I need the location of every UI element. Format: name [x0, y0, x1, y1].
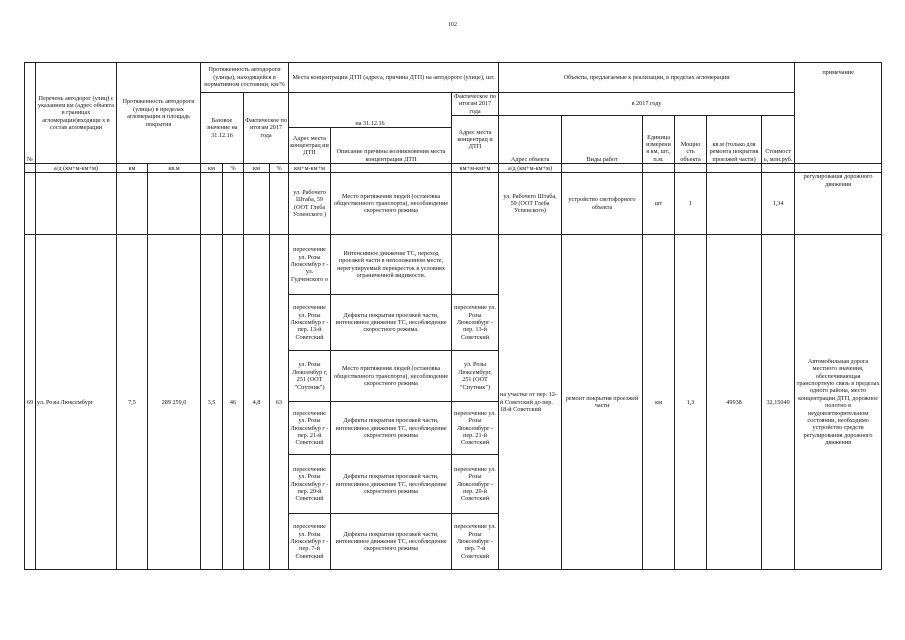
dtp-address-actual [452, 235, 499, 295]
dtp-address: ул. Рабочего Штаба, 59 (ООТ Глеба Успенского ) [289, 173, 331, 235]
row-number: 69 [25, 235, 36, 570]
header-dtp-actual: Фактическое по итогам 2017 года [452, 93, 499, 116]
work-type: ремонт покрытия проезжей части [562, 235, 643, 570]
dtp-reason: Место притяжения людей (остановка общественного транспорта), несоблюдение скоростного режима [331, 351, 452, 402]
header-dtp-addr2: Адрес места концентрац и ДТП [452, 116, 499, 164]
header-year-2017: в 2017 году [499, 93, 795, 116]
dtp-reason: Дефекты покрытия проезжей части, интенсивное движение ТС, несоблюдение скоростного режима. [331, 295, 452, 351]
header-dtp-31: на 31.12.16 [289, 93, 452, 128]
cost: 1,34 [762, 173, 795, 235]
units-cell: км+м-км+м [452, 164, 499, 173]
dtp-reason: Место притяжения людей (остановка общественного транспорта), несоблюдение скоростного режима [331, 173, 452, 235]
header-unit: Единица измерени я км, шт., п.м. [643, 116, 675, 164]
units-cell: км [244, 164, 270, 173]
header-road-list: Перечень автодорог (улиц) с указанием км (адрес объекта в границах агломерации)входящи х в состав агломерации [36, 63, 117, 164]
header-dtp-addr: Адрес места концентрац ии ДТП [289, 128, 331, 164]
units-cell: км [201, 164, 223, 173]
units-cell: км+м-км+м [289, 164, 331, 173]
header-work-type: Виды работ [562, 116, 643, 164]
dtp-reason: Дефекты покрытия проезжей части, интенсивное движение ТС, несоблюдение скоростного режима [331, 455, 452, 514]
note: регулирования дорожного движения [795, 173, 882, 235]
header-sqm: кв.м (только для ремонта покрытия проезжей части) [707, 116, 762, 164]
sqm: 49938 [707, 235, 762, 570]
dtp-address: пересечение ул. Розы Люксембур г - ул. Гудченского о [289, 235, 331, 295]
base-km: 3,5 [201, 235, 223, 570]
dtp-address: пересечение ул. Розы Люксембур г - пер. 7-й Советский [289, 514, 331, 570]
dtp-address: пересечение ул. Розы Люксембур г - пер. 13-й Советский [289, 295, 331, 351]
dtp-reason: Интенсивное движение ТС, переход проезжей части в неположенном месте, нерегулируемый перекресток в условиях ограниченной видимости. [331, 235, 452, 295]
units-cell [331, 164, 452, 173]
header-objects: Объекты, предлагаемые к реализации, в пределах агломерации [499, 63, 795, 93]
dtp-reason: Дефекты покрытия проезжей части, интенсивное движение ТС, несоблюдение скоростного режима [331, 402, 452, 455]
units-cell: а/д (км+м-км+м) [36, 164, 117, 173]
units-cell: км [117, 164, 148, 173]
header-cost: Стоимост ь, млн.руб. [762, 116, 795, 164]
dtp-address-actual: пересечение ул. Розы Люксембург - пер. 13-й Советский [452, 295, 499, 351]
work-type: устройство светофорного объекта [562, 173, 643, 235]
header-base-value: Базовое значение на 31.12.16 [201, 93, 244, 164]
cost: 32,15049 [762, 235, 795, 570]
actual-km: 4,8 [244, 235, 270, 570]
object-address: на участке от пер. 12-й Советский до пер. 18-й Советский [499, 235, 562, 570]
road-area: 289 259,0 [148, 235, 201, 570]
header-note: примечание [795, 63, 882, 164]
dtp-address-actual: пересечение ул. Розы Люксембург - пер. 7-й Советский [452, 514, 499, 570]
report-table [24, 62, 882, 570]
base-pct: 46 [223, 235, 244, 570]
road-name: ул. Розы Люксембург [36, 235, 117, 570]
header-dtp: Места концентрации ДТП (адреса, причина ДТП) на автодороге (улице), шт. [289, 63, 499, 93]
actual-pct: 63 [270, 235, 289, 570]
units-cell: кв.м [148, 164, 201, 173]
dtp-address: ул. Розы Люксембур г, 251 (ООТ "Спутник") [289, 351, 331, 402]
units-cell: % [270, 164, 289, 173]
header-obj-address: Адрес объекта [499, 116, 562, 164]
header-normative: Протяженность автодороги (улицы), находящейся в нормативном состоянии, км/% [201, 63, 289, 93]
note: Автомобильная дорога местного значения, обеспечивающая транспортную связь в пределах одного района, место концентрации ДТП, дорожное полотно в неудовлетворительном состоянии, необходимо устройство средств регулирования дорожного движения [795, 235, 882, 570]
dtp-address: пересечение ул. Розы Люксембур г - пер. 21-й Советский [289, 402, 331, 455]
dtp-address-actual: пересечение ул. Розы Люксембург - пер. 20-й Советский [452, 455, 499, 514]
header-power: Мощно сть объекта [675, 116, 707, 164]
units-cell: а/д (км+м-км+м) [499, 164, 562, 173]
units-cell: % [223, 164, 244, 173]
header-dtp-reason: Описание причины возникновения места концентрации ДТП [331, 128, 452, 164]
power: 1 [675, 173, 707, 235]
object-address: ул. Рабочего Штаба, 59 (ООТ Глеба Успенского) [499, 173, 562, 235]
dtp-reason: Дефекты покрытия проезжей части, интенсивное движение ТС, несоблюдение скоростного режима [331, 514, 452, 570]
page-number: 102 [448, 22, 457, 28]
road-length: 7,5 [117, 235, 148, 570]
unit: шт [643, 173, 675, 235]
header-num: № [25, 63, 36, 164]
unit: км [643, 235, 675, 570]
dtp-address-actual: ул. Розы Люксембург, 251 (ООТ "Спутник") [452, 351, 499, 402]
header-length: Протяженность автодороги (улицы) в пределах агломерации и площадь покрытия [117, 63, 201, 164]
dtp-address: пересечение ул. Розы Люксембур г - пер. 20-й Советский [289, 455, 331, 514]
dtp-address-actual: пересечение ул. Розы Люксембург - пер. 21-й Советский [452, 402, 499, 455]
header-actual-2017: Фактическое по итогам 2017 года [244, 93, 289, 164]
power: 1,3 [675, 235, 707, 570]
